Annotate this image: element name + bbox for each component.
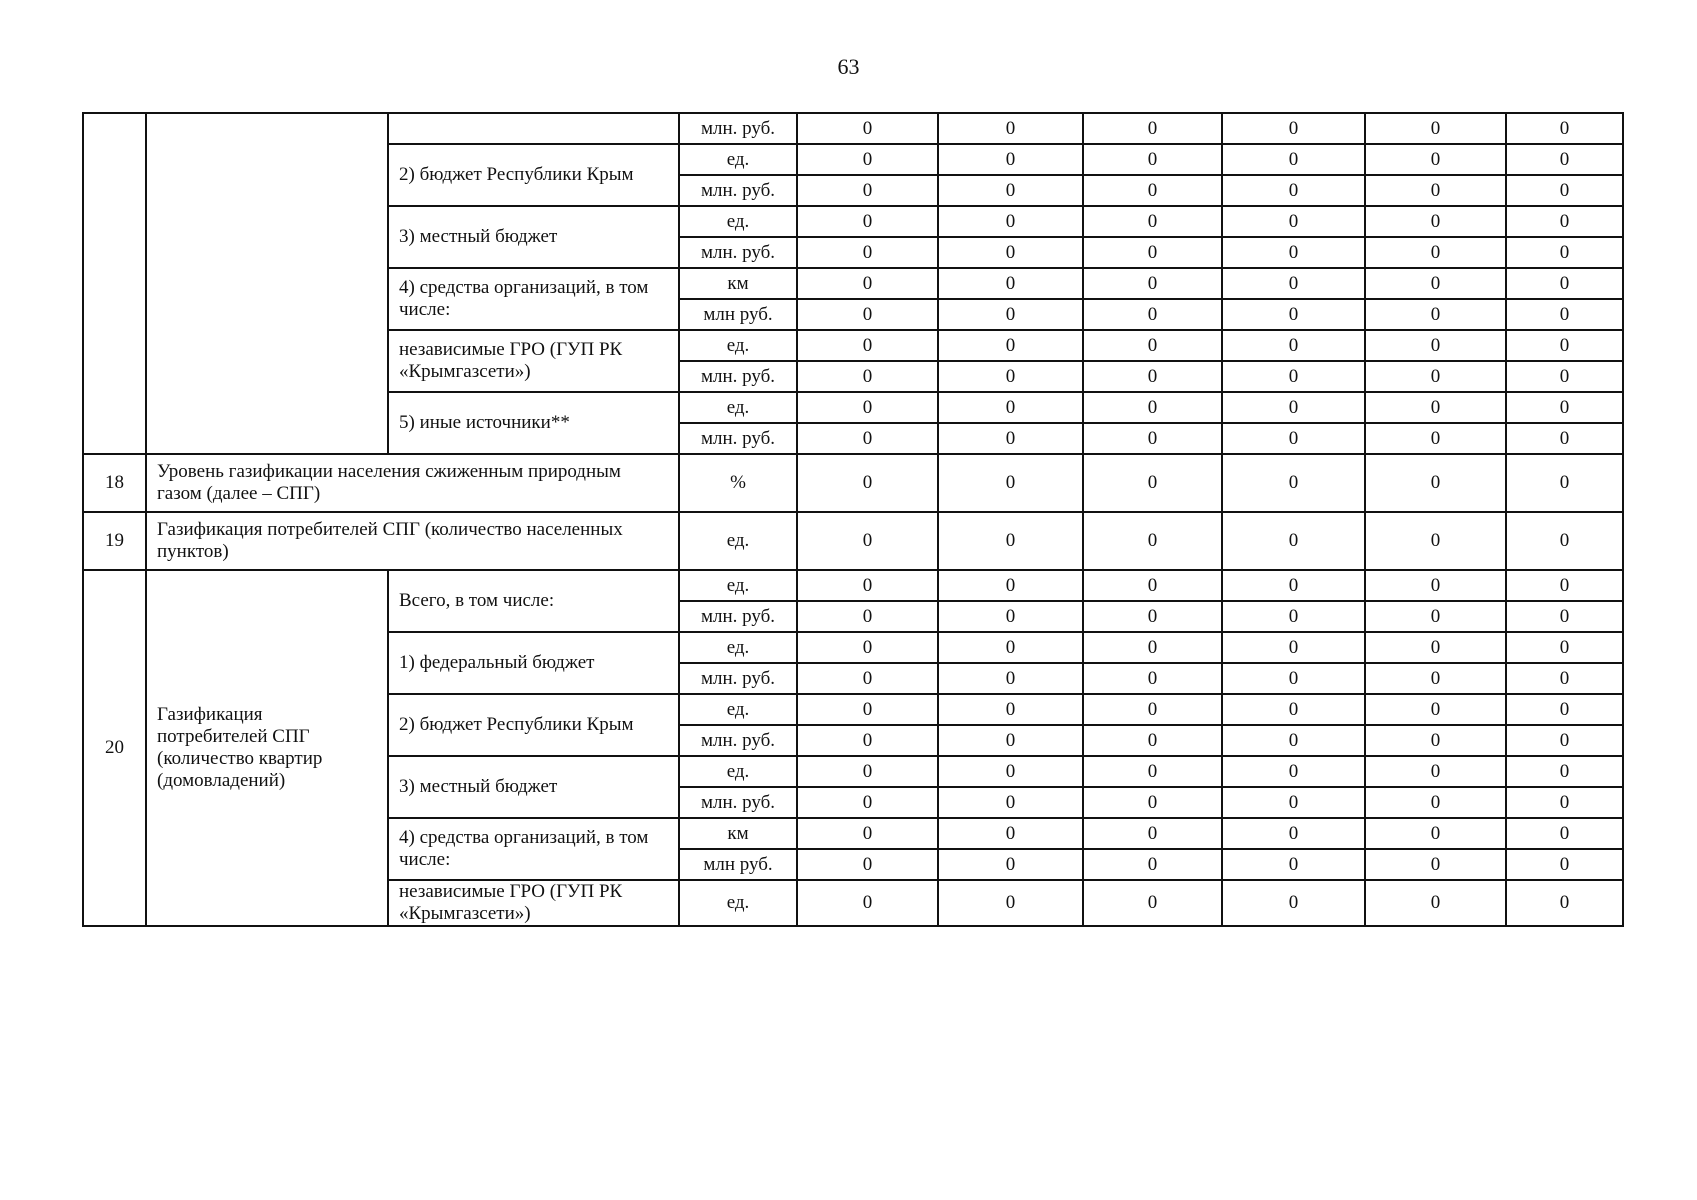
- table-row: [83, 512, 1623, 570]
- value-cell: 0: [797, 849, 938, 880]
- source-cell: 4) средства организаций, в том числе:: [388, 268, 679, 330]
- value-cell: 0: [1083, 632, 1222, 663]
- value-cell: 0: [1083, 206, 1222, 237]
- value-cell: 0: [1083, 663, 1222, 694]
- value-cell: 0: [1083, 268, 1222, 299]
- value-cell: 0: [938, 423, 1083, 454]
- value-cell: 0: [1506, 787, 1623, 818]
- value-cell: 0: [1222, 113, 1365, 144]
- value-cell: 0: [797, 601, 938, 632]
- value-cell: 0: [797, 113, 938, 144]
- unit-cell: млн руб.: [679, 849, 797, 880]
- value-cell: 0: [1365, 392, 1506, 423]
- value-cell: 0: [797, 454, 938, 512]
- unit-cell: км: [679, 268, 797, 299]
- value-cell: 0: [797, 725, 938, 756]
- value-cell: 0: [1222, 663, 1365, 694]
- value-cell: 0: [797, 206, 938, 237]
- value-cell: 0: [1365, 299, 1506, 330]
- value-cell: 0: [938, 818, 1083, 849]
- value-cell: 0: [1083, 818, 1222, 849]
- value-cell: 0: [1222, 206, 1365, 237]
- unit-cell: млн. руб.: [679, 423, 797, 454]
- value-cell: 0: [1222, 361, 1365, 392]
- value-cell: 0: [1083, 454, 1222, 512]
- unit-cell: ед.: [679, 330, 797, 361]
- value-cell: 0: [1222, 725, 1365, 756]
- value-cell: 0: [938, 237, 1083, 268]
- value-cell: 0: [1506, 330, 1623, 361]
- value-cell: 0: [797, 570, 938, 601]
- unit-cell: млн руб.: [679, 299, 797, 330]
- unit-cell: км: [679, 818, 797, 849]
- value-cell: 0: [938, 880, 1083, 926]
- value-cell: 0: [1365, 361, 1506, 392]
- unit-cell: %: [679, 454, 797, 512]
- value-cell: 0: [1365, 632, 1506, 663]
- value-cell: 0: [1083, 880, 1222, 926]
- value-cell: 0: [1506, 144, 1623, 175]
- value-cell: 0: [1365, 423, 1506, 454]
- value-cell: 0: [938, 632, 1083, 663]
- value-cell: 0: [938, 361, 1083, 392]
- value-cell: 0: [1365, 725, 1506, 756]
- value-cell: 0: [1506, 268, 1623, 299]
- value-cell: 0: [938, 175, 1083, 206]
- source-cell: 1) федеральный бюджет: [388, 632, 679, 694]
- table-row: [83, 570, 1623, 601]
- value-cell: 0: [1506, 299, 1623, 330]
- value-cell: 0: [1222, 237, 1365, 268]
- indicator-name-cell: Газификация потребителей СПГ (количество населенных пунктов): [146, 512, 679, 570]
- value-cell: 0: [1506, 423, 1623, 454]
- value-cell: 0: [1365, 454, 1506, 512]
- value-cell: 0: [1365, 787, 1506, 818]
- value-cell: 0: [1365, 663, 1506, 694]
- value-cell: 0: [1083, 361, 1222, 392]
- value-cell: 0: [1506, 454, 1623, 512]
- value-cell: 0: [797, 423, 938, 454]
- value-cell: 0: [1083, 330, 1222, 361]
- unit-cell: ед.: [679, 756, 797, 787]
- value-cell: 0: [1506, 756, 1623, 787]
- value-cell: 0: [938, 392, 1083, 423]
- value-cell: 0: [1222, 601, 1365, 632]
- data-table: [82, 112, 1624, 927]
- value-cell: 0: [1506, 849, 1623, 880]
- value-cell: 0: [1506, 392, 1623, 423]
- unit-cell: млн. руб.: [679, 113, 797, 144]
- value-cell: 0: [1365, 144, 1506, 175]
- value-cell: 0: [797, 694, 938, 725]
- source-cell: независимые ГРО (ГУП РК «Крымгазсети»): [388, 330, 679, 392]
- unit-cell: ед.: [679, 570, 797, 601]
- value-cell: 0: [1365, 570, 1506, 601]
- value-cell: 0: [1222, 818, 1365, 849]
- value-cell: 0: [1506, 880, 1623, 926]
- value-cell: 0: [1083, 144, 1222, 175]
- unit-cell: млн. руб.: [679, 601, 797, 632]
- value-cell: 0: [1083, 175, 1222, 206]
- unit-cell: ед.: [679, 512, 797, 570]
- value-cell: 0: [797, 512, 938, 570]
- row-number-cell: [83, 113, 146, 454]
- value-cell: 0: [1506, 361, 1623, 392]
- unit-cell: ед.: [679, 880, 797, 926]
- value-cell: 0: [1222, 632, 1365, 663]
- value-cell: 0: [938, 454, 1083, 512]
- value-cell: 0: [1365, 818, 1506, 849]
- value-cell: 0: [797, 787, 938, 818]
- value-cell: 0: [1506, 570, 1623, 601]
- value-cell: 0: [1083, 392, 1222, 423]
- value-cell: 0: [938, 694, 1083, 725]
- value-cell: 0: [1222, 330, 1365, 361]
- value-cell: 0: [797, 237, 938, 268]
- value-cell: 0: [1222, 392, 1365, 423]
- value-cell: 0: [1222, 849, 1365, 880]
- value-cell: 0: [1083, 601, 1222, 632]
- value-cell: 0: [1083, 849, 1222, 880]
- value-cell: 0: [1083, 570, 1222, 601]
- row-number-cell: 18: [83, 454, 146, 512]
- value-cell: 0: [938, 299, 1083, 330]
- value-cell: 0: [1222, 175, 1365, 206]
- value-cell: 0: [1365, 237, 1506, 268]
- unit-cell: млн. руб.: [679, 663, 797, 694]
- value-cell: 0: [1222, 268, 1365, 299]
- value-cell: 0: [797, 756, 938, 787]
- value-cell: 0: [1506, 694, 1623, 725]
- value-cell: 0: [1222, 787, 1365, 818]
- value-cell: 0: [1365, 601, 1506, 632]
- value-cell: 0: [1083, 725, 1222, 756]
- table-row: [83, 454, 1623, 512]
- value-cell: 0: [1365, 113, 1506, 144]
- value-cell: 0: [797, 144, 938, 175]
- value-cell: 0: [1365, 512, 1506, 570]
- value-cell: 0: [1506, 725, 1623, 756]
- unit-cell: млн. руб.: [679, 237, 797, 268]
- source-cell: Всего, в том числе:: [388, 570, 679, 632]
- value-cell: 0: [797, 175, 938, 206]
- value-cell: 0: [1365, 268, 1506, 299]
- value-cell: 0: [1506, 512, 1623, 570]
- source-cell: [388, 113, 679, 144]
- value-cell: 0: [1222, 880, 1365, 926]
- value-cell: 0: [797, 361, 938, 392]
- value-cell: 0: [1222, 756, 1365, 787]
- value-cell: 0: [1222, 423, 1365, 454]
- value-cell: 0: [1506, 663, 1623, 694]
- value-cell: 0: [1365, 849, 1506, 880]
- indicator-name-cell: Газификация потребителей СПГ (количество квартир (домовладений): [146, 570, 388, 926]
- unit-cell: ед.: [679, 632, 797, 663]
- table-row: [83, 113, 1623, 144]
- value-cell: 0: [1083, 423, 1222, 454]
- row-number-cell: 20: [83, 570, 146, 926]
- value-cell: 0: [938, 330, 1083, 361]
- value-cell: 0: [797, 299, 938, 330]
- row-number-cell: 19: [83, 512, 146, 570]
- value-cell: 0: [1222, 512, 1365, 570]
- value-cell: 0: [1506, 237, 1623, 268]
- unit-cell: ед.: [679, 144, 797, 175]
- value-cell: 0: [1365, 206, 1506, 237]
- value-cell: 0: [1506, 632, 1623, 663]
- value-cell: 0: [938, 663, 1083, 694]
- indicator-name-cell: [146, 113, 388, 454]
- value-cell: 0: [1222, 570, 1365, 601]
- value-cell: 0: [1365, 175, 1506, 206]
- value-cell: 0: [938, 268, 1083, 299]
- value-cell: 0: [1222, 299, 1365, 330]
- value-cell: 0: [938, 725, 1083, 756]
- value-cell: 0: [938, 849, 1083, 880]
- value-cell: 0: [1083, 512, 1222, 570]
- value-cell: 0: [1506, 818, 1623, 849]
- value-cell: 0: [938, 206, 1083, 237]
- value-cell: 0: [1365, 756, 1506, 787]
- value-cell: 0: [938, 787, 1083, 818]
- value-cell: 0: [938, 756, 1083, 787]
- indicator-name-cell: Уровень газификации населения сжиженным природным газом (далее – СПГ): [146, 454, 679, 512]
- value-cell: 0: [1222, 144, 1365, 175]
- value-cell: 0: [1083, 113, 1222, 144]
- unit-cell: ед.: [679, 206, 797, 237]
- source-cell: 2) бюджет Республики Крым: [388, 144, 679, 206]
- value-cell: 0: [1222, 694, 1365, 725]
- value-cell: 0: [938, 601, 1083, 632]
- source-cell: 4) средства организаций, в том числе:: [388, 818, 679, 880]
- value-cell: 0: [1083, 237, 1222, 268]
- unit-cell: ед.: [679, 694, 797, 725]
- unit-cell: млн. руб.: [679, 175, 797, 206]
- source-cell: независимые ГРО (ГУП РК «Крымгазсети»): [388, 880, 679, 926]
- value-cell: 0: [1365, 694, 1506, 725]
- unit-cell: млн. руб.: [679, 361, 797, 392]
- unit-cell: ед.: [679, 392, 797, 423]
- value-cell: 0: [1365, 880, 1506, 926]
- value-cell: 0: [1083, 694, 1222, 725]
- value-cell: 0: [797, 330, 938, 361]
- value-cell: 0: [1506, 175, 1623, 206]
- source-cell: 2) бюджет Республики Крым: [388, 694, 679, 756]
- value-cell: 0: [1365, 330, 1506, 361]
- value-cell: 0: [938, 570, 1083, 601]
- value-cell: 0: [1506, 113, 1623, 144]
- value-cell: 0: [797, 818, 938, 849]
- value-cell: 0: [1083, 787, 1222, 818]
- value-cell: 0: [938, 512, 1083, 570]
- source-cell: 3) местный бюджет: [388, 206, 679, 268]
- source-cell: 5) иные источники**: [388, 392, 679, 454]
- unit-cell: млн. руб.: [679, 725, 797, 756]
- value-cell: 0: [797, 632, 938, 663]
- source-cell: 3) местный бюджет: [388, 756, 679, 818]
- value-cell: 0: [797, 392, 938, 423]
- value-cell: 0: [797, 880, 938, 926]
- value-cell: 0: [1083, 756, 1222, 787]
- value-cell: 0: [797, 663, 938, 694]
- value-cell: 0: [1506, 601, 1623, 632]
- page-number: 63: [837, 54, 860, 79]
- unit-cell: млн. руб.: [679, 787, 797, 818]
- value-cell: 0: [1506, 206, 1623, 237]
- value-cell: 0: [1222, 454, 1365, 512]
- value-cell: 0: [797, 268, 938, 299]
- value-cell: 0: [1083, 299, 1222, 330]
- value-cell: 0: [938, 144, 1083, 175]
- value-cell: 0: [938, 113, 1083, 144]
